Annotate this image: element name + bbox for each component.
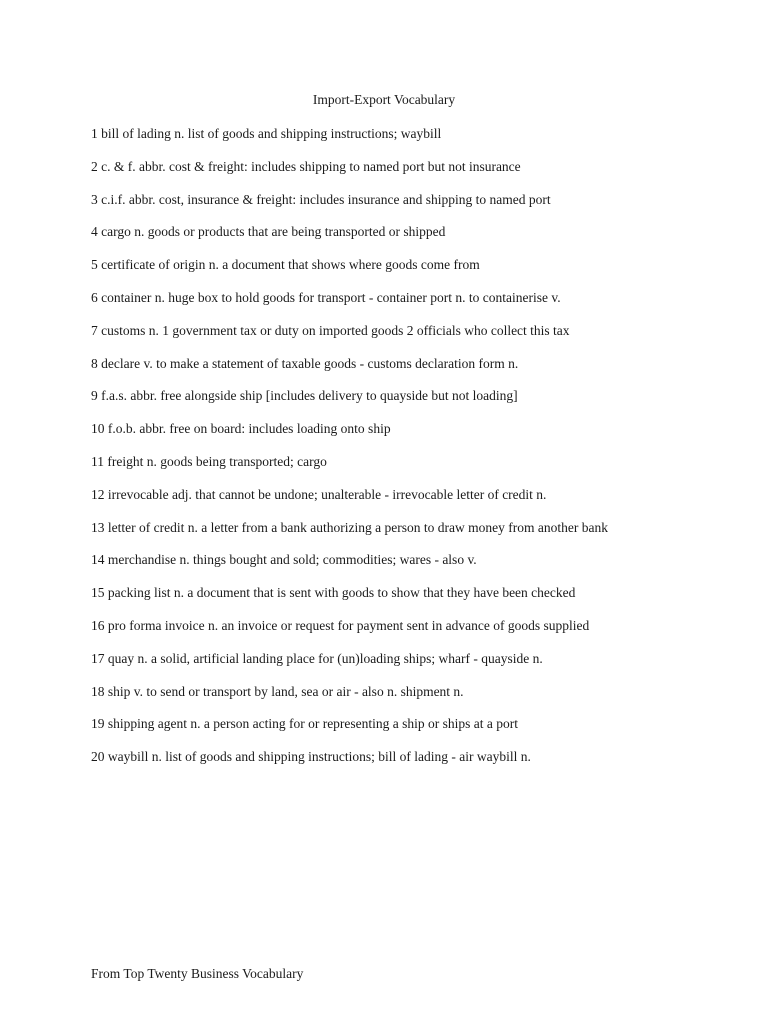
vocabulary-entry: 2 c. & f. abbr. cost & freight: includes shipping to named port but not insurance bbox=[91, 158, 521, 174]
vocabulary-entry: 10 f.o.b. abbr. free on board: includes loading onto ship bbox=[91, 421, 391, 437]
vocabulary-entry: 4 cargo n. goods or products that are being transported or shipped bbox=[91, 224, 446, 240]
vocabulary-entry: 13 letter of credit n. a letter from a bank authorizing a person to draw money from another bank bbox=[91, 519, 608, 535]
vocabulary-entry: 9 f.a.s. abbr. free alongside ship [includes delivery to quayside but not loading] bbox=[91, 388, 518, 404]
vocabulary-entry: 8 declare v. to make a statement of taxable goods - customs declaration form n. bbox=[91, 355, 519, 371]
vocabulary-entry: 18 ship v. to send or transport by land, sea or air - also n. shipment n. bbox=[91, 683, 464, 699]
vocabulary-entry: 14 merchandise n. things bought and sold; commodities; wares - also v. bbox=[91, 552, 477, 568]
document-footer: From Top Twenty Business Vocabulary bbox=[91, 966, 304, 981]
vocabulary-entry: 20 waybill n. list of goods and shipping instructions; bill of lading - air waybill n. bbox=[91, 749, 531, 765]
document-title: Import-Export Vocabulary bbox=[312, 92, 456, 107]
vocabulary-entry: 5 certificate of origin n. a document that shows where goods come from bbox=[91, 257, 480, 273]
vocabulary-entry: 3 c.i.f. abbr. cost, insurance & freight: includes insurance and shipping to named port bbox=[91, 191, 551, 207]
vocabulary-entry: 16 pro forma invoice n. an invoice or request for payment sent in advance of goods supplied bbox=[91, 617, 590, 633]
vocabulary-entry: 12 irrevocable adj. that cannot be undone; unalterable - irrevocable letter of credit n. bbox=[91, 486, 547, 502]
vocabulary-entry: 15 packing list n. a document that is sent with goods to show that they have been checked bbox=[91, 585, 576, 601]
vocabulary-entry: 1 bill of lading n. list of goods and shipping instructions; waybill bbox=[91, 126, 442, 141]
vocabulary-entry: 6 container n. huge box to hold goods for transport - container port n. to containerise v. bbox=[91, 289, 561, 305]
vocabulary-entry: 19 shipping agent n. a person acting for or representing a ship or ships at a port bbox=[91, 716, 519, 732]
vocabulary-entry: 17 quay n. a solid, artificial landing place for (un)loading ships; wharf - quayside n. bbox=[91, 650, 543, 666]
vocabulary-list bbox=[91, 124, 691, 780]
vocabulary-entry: 11 freight n. goods being transported; cargo bbox=[91, 453, 327, 469]
vocabulary-entry: 7 customs n. 1 government tax or duty on imported goods 2 officials who collect this tax bbox=[91, 322, 570, 338]
